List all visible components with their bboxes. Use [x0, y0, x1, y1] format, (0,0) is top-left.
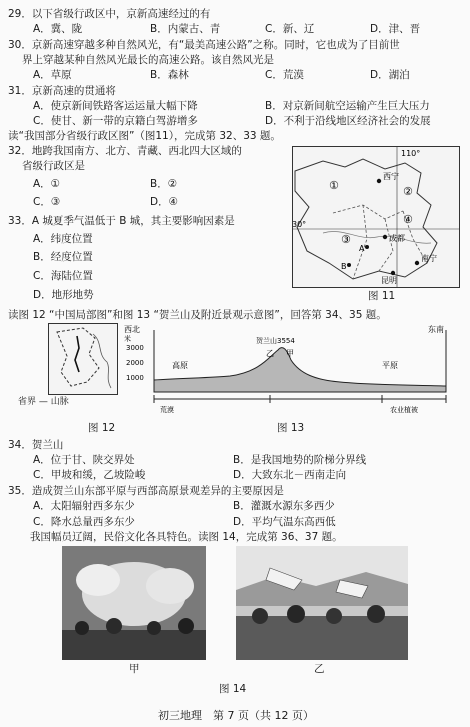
q34-option-d: D．大致东北－西南走向: [233, 469, 347, 481]
province-boundary: [379, 219, 393, 271]
person: [178, 618, 194, 634]
q34-option-c: C．甲坡和缓，乙坡险峻: [33, 469, 146, 481]
fig13-farmland-label: 农业植被: [390, 406, 418, 414]
q34-stem: 34．贺兰山: [8, 439, 64, 451]
fig14-photo-jia: [62, 546, 206, 660]
q30-option-c: C．荒漠: [265, 69, 304, 81]
q34-option-b: B．是我国地势的阶梯分界线: [233, 454, 367, 466]
q30-stem-line2: 界上穿越某种自然风光最长的高速公路。该自然风光是: [22, 54, 274, 66]
fig11-city-kunming: 昆明: [381, 276, 397, 285]
fig12-local-map: [48, 323, 118, 395]
river-line: [323, 231, 431, 243]
fig11-lat-label: 30°: [293, 220, 307, 229]
q31-option-b: B．对京新间航空运输产生巨大压力: [265, 100, 430, 112]
q33-option-a: A．纬度位置: [33, 233, 93, 245]
fig12-map-drawing: [49, 324, 117, 394]
fig12-legend: 省界 — 山脉: [18, 397, 69, 407]
city-dot: [365, 245, 369, 249]
q33-stem: 33．A 城夏季气温低于 B 城，其主要影响因素是: [8, 215, 235, 227]
water-splash: [76, 564, 120, 596]
q29-option-c: C．新、辽: [265, 23, 315, 35]
fig13-east-label: 东南: [428, 325, 444, 334]
fig12-caption: 图 12: [88, 422, 116, 434]
fig11-map-drawing: [293, 147, 459, 287]
fig11-city-nanning: 南宁: [421, 254, 437, 263]
city-dot: [347, 263, 351, 267]
terrain-profile: [154, 348, 446, 392]
q29-option-a: A．冀、陇: [33, 23, 83, 35]
fig11-province-map: [292, 146, 460, 288]
fig11-region-4: ④: [403, 213, 413, 226]
q29-option-d: D．津、晋: [370, 23, 421, 35]
city-dot: [377, 179, 381, 183]
q34-option-a: A．位于甘、陕交界处: [33, 454, 135, 466]
fig13-ytick-1000: 1000: [126, 374, 144, 382]
fig14-label-yi: 乙: [314, 663, 325, 675]
q30-option-d: D．湖泊: [370, 69, 410, 81]
fig11-region-3: ③: [341, 233, 351, 246]
fig11-region-2: ②: [403, 185, 413, 198]
mountain-range: [75, 336, 79, 372]
photo-jia-drawing: [62, 546, 206, 660]
q30-stem-line1: 30．京新高速穿越多种自然风光，有“最美高速公路”之称。同时，它也成为了目前世: [8, 39, 400, 51]
province-boundary: [57, 328, 99, 386]
q32-option-d: D．④: [150, 196, 178, 208]
person: [287, 605, 305, 623]
fig14-photo-yi: [236, 546, 408, 660]
fig11-region-1: ①: [329, 179, 339, 192]
page-footer: 初三地理 第 7 页（共 12 页）: [158, 709, 314, 722]
person: [75, 621, 89, 635]
person: [367, 605, 385, 623]
fig14-caption: 图 14: [219, 683, 247, 695]
fig11-city-b: B: [341, 262, 347, 271]
person: [106, 618, 122, 634]
q33-option-d: D．地形地势: [33, 289, 94, 301]
fig13-plateau-label: 高原: [172, 361, 188, 370]
intro-34-35: 读图 12 “中国局部图”和图 13 “贺兰山及附近景观示意图”，回答第 34、35 题。: [8, 309, 387, 321]
person: [326, 608, 342, 624]
fig11-lon-label: 110°: [401, 149, 421, 158]
q31-option-a: A．使京新间铁路客运运量大幅下降: [33, 100, 198, 112]
q35-option-c: C．降水总量西多东少: [33, 516, 135, 528]
province-boundary: [333, 205, 403, 219]
q29-option-b: B．内蒙古、青: [150, 23, 221, 35]
intro-32-33: 读“我国部分省级行政区图”（图11），完成第 32、33 题。: [8, 130, 281, 142]
person: [147, 621, 161, 635]
city-dot: [391, 271, 395, 275]
q30-option-a: A．草原: [33, 69, 72, 81]
fig13-ytick-2000: 2000: [126, 359, 144, 367]
fig13-slope-yi: 乙: [266, 349, 274, 358]
q30-option-b: B．森林: [150, 69, 189, 81]
q31-option-c: C．使甘、新一带的京籍白驾游增多: [33, 115, 198, 127]
q32-option-a: A．①: [33, 178, 61, 190]
q32-option-b: B．②: [150, 178, 178, 190]
q35-option-b: B．灌溉水源东多西少: [233, 500, 335, 512]
q32-stem-line1: 32．地跨我国南方、北方、青藏、西北四大区域的: [8, 145, 242, 157]
river-line: [93, 334, 111, 388]
fig11-caption: 图 11: [368, 290, 396, 302]
photo-yi-drawing: [236, 546, 408, 660]
fig13-west-label: 西北: [124, 325, 140, 334]
region-outline: [295, 159, 437, 279]
fig13-profile: [120, 320, 460, 416]
fig11-city-chengdu: 成都: [389, 234, 405, 243]
fig13-plain-label: 平原: [382, 361, 398, 370]
q33-option-c: C．海陆位置: [33, 270, 93, 282]
q35-stem: 35．造成贺兰山东部平原与西部高原景观差异的主要原因是: [8, 485, 284, 497]
city-dot: [415, 261, 419, 265]
person: [252, 608, 268, 624]
fig13-unit-label: 米: [124, 335, 131, 343]
fig13-peak-label: 贺兰山3554: [256, 337, 295, 345]
intro-36-37: 我国幅员辽阔，民俗文化各具特色。读图 14，完成第 36、37 题。: [30, 531, 343, 543]
q29-stem: 29．以下省级行政区中，京新高速经过的有: [8, 8, 211, 20]
fig13-ytick-3000: 3000: [126, 344, 144, 352]
fig11-city-a: A: [359, 244, 365, 253]
city-dot: [383, 235, 387, 239]
q33-option-b: B．经度位置: [33, 251, 93, 263]
q31-stem: 31．京新高速的贯通将: [8, 85, 116, 97]
fig13-slope-jia: 甲: [286, 349, 294, 358]
q35-option-a: A．太阳辐射西多东少: [33, 500, 135, 512]
fig13-caption: 图 13: [277, 422, 305, 434]
q31-option-d: D．不利于沿线地区经济社会的发展: [265, 115, 431, 127]
province-boundary: [353, 205, 367, 279]
q32-option-c: C．③: [33, 196, 61, 208]
water-splash: [146, 568, 194, 604]
q32-stem-line2: 省级行政区是: [22, 160, 85, 172]
fig14-label-jia: 甲: [129, 663, 140, 675]
q35-option-d: D．平均气温东高西低: [233, 516, 336, 528]
fig11-city-xining: 西宁: [383, 172, 399, 181]
fig13-profile-drawing: [120, 320, 460, 416]
fig13-desert-label: 荒漠: [160, 406, 174, 414]
